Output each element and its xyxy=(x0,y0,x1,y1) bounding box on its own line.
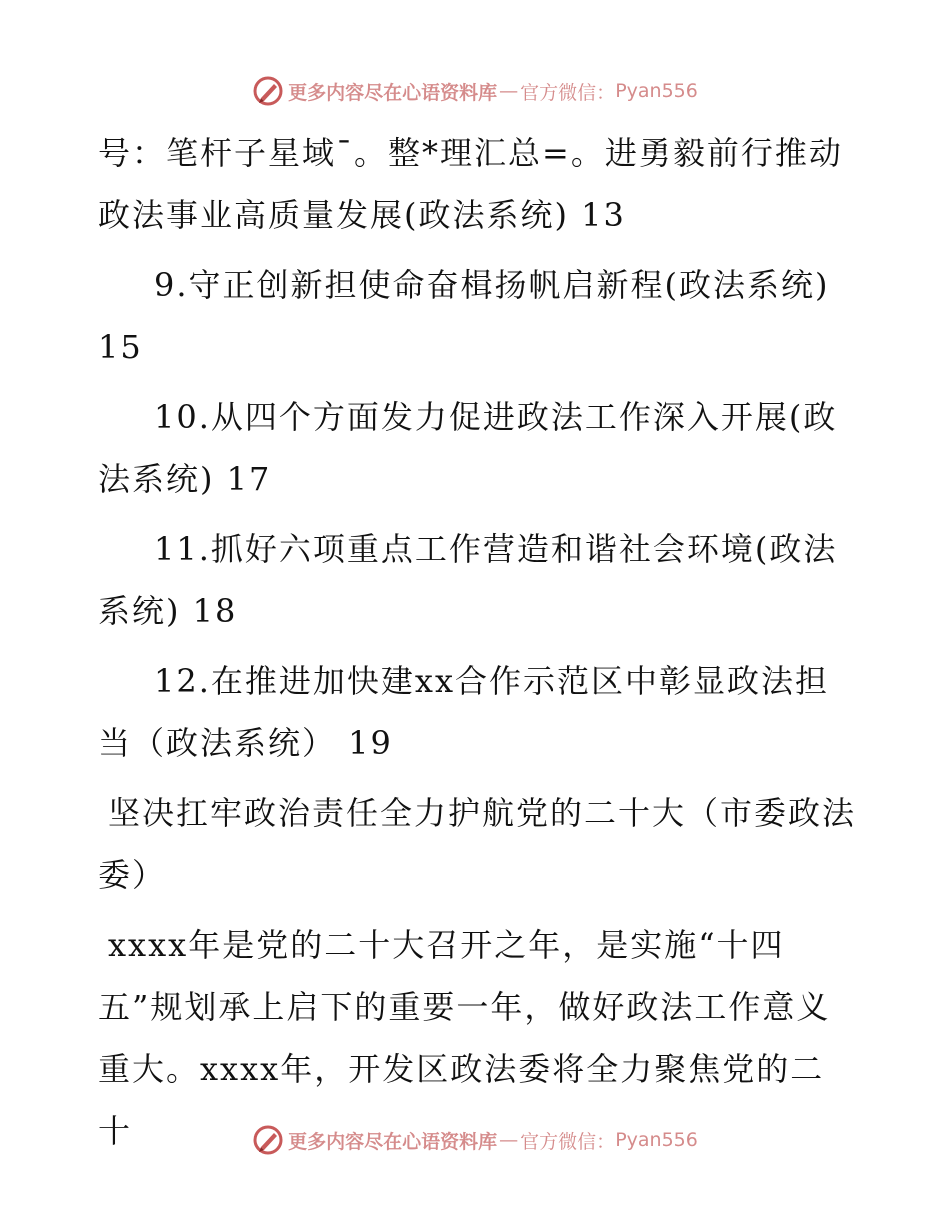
watermark-separator: — xyxy=(499,1129,519,1151)
pen-circle-logo-icon xyxy=(252,1124,284,1156)
header-watermark xyxy=(0,71,950,111)
watermark-separator: — xyxy=(499,80,519,102)
toc-entry-12: 12.在推进加快建xx合作示范区中彰显政法担当（政法系统） 19 xyxy=(98,662,829,762)
watermark-contact-label: 官方微信： xyxy=(520,81,616,104)
watermark-contact-id: Pyan556 xyxy=(615,80,698,102)
toc-entry-continued: 号：笔杆子星域¯。整*理汇总=。进勇毅前行推动政法事业高质量发展(政法系统) 13 xyxy=(98,134,843,234)
toc-entry-9: 9.守正创新担使命奋楫扬帆启新程(政法系统) 15 xyxy=(98,266,830,366)
watermark-brand-text: 更多内容尽在心语资料库 xyxy=(288,1130,498,1153)
watermark-contact-id: Pyan556 xyxy=(615,1129,698,1151)
article-title: 坚决扛牢政治责任全力护航党的二十大（市委政法委） xyxy=(98,794,857,894)
watermark-contact-label: 官方微信： xyxy=(520,1130,616,1153)
pen-circle-logo-icon xyxy=(252,75,284,107)
footer-watermark xyxy=(0,1120,950,1160)
toc-entry-10: 10.从四个方面发力促进政法工作深入开展(政法系统) 17 xyxy=(98,398,838,498)
article-paragraph: xxxx年是党的二十大召开之年，是实施“十四五”规划承上启下的重要一年，做好政法工作意义重大。xxxx年，开发区政法委将全力聚焦党的二十 xyxy=(98,926,831,1150)
toc-entry-11: 11.抓好六项重点工作营造和谐社会环境(政法系统) 18 xyxy=(98,530,838,630)
document-body xyxy=(98,122,858,1170)
watermark-brand-text: 更多内容尽在心语资料库 xyxy=(288,81,498,104)
